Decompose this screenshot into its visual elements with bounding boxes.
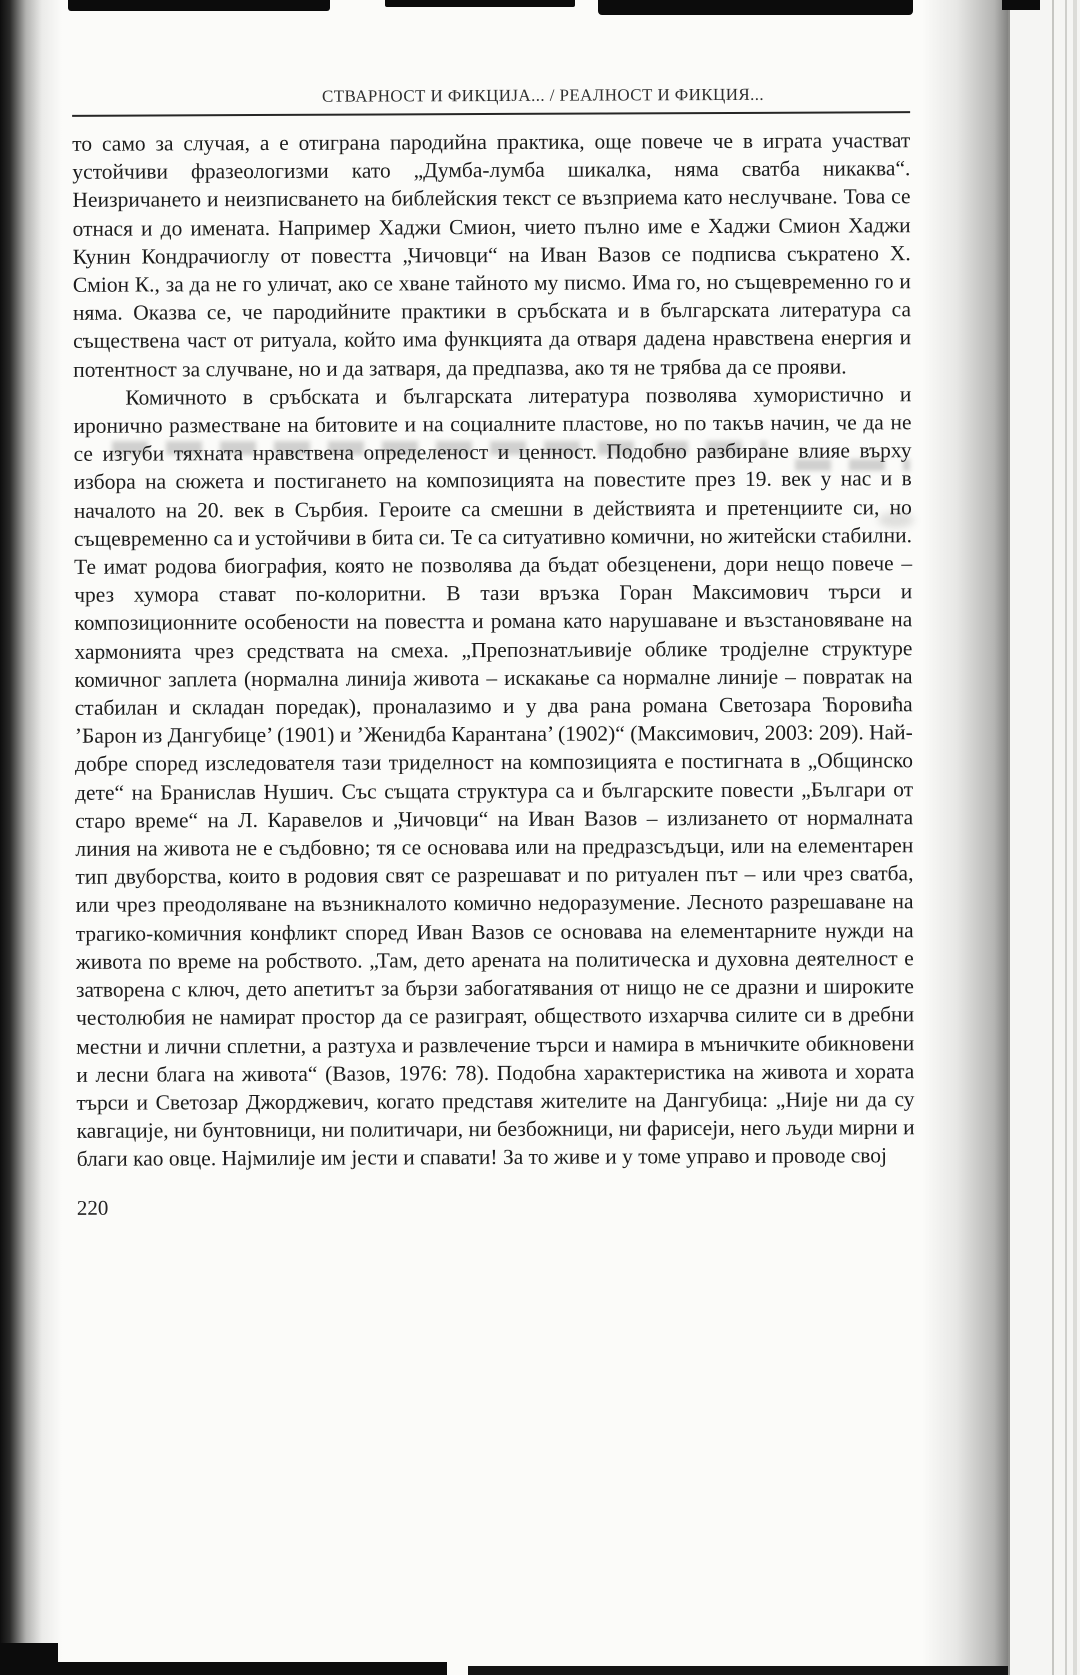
scan-artifact-top: [68, 0, 330, 11]
page-edge-line: [1065, 0, 1067, 1675]
page-edge-line: [1052, 0, 1054, 1675]
scan-artifact-top: [385, 0, 575, 7]
scan-artifact-top: [1002, 0, 1040, 10]
scan-artifact-bottom: [0, 1643, 58, 1675]
page-content: [72, 84, 915, 1220]
body-text: [72, 126, 915, 1173]
next-page-edge: [1008, 0, 1080, 1675]
scan-artifact-bottom: [468, 1666, 1008, 1675]
page-edge-line: [1073, 0, 1077, 1675]
running-header: СТВАРНОСТ И ФИКЦИЈА... / РЕАЛНОСТ И ФИКЦИЯ...: [321, 84, 765, 106]
page-curve-shadow: [922, 0, 1008, 1675]
book-gutter-shadow: [0, 0, 62, 1675]
page-number: 220: [76, 1195, 109, 1220]
page-edge-line: [1008, 0, 1010, 1675]
scan-artifact-bottom: [0, 1662, 447, 1675]
paragraph: Комичното в сръбската и българската литература позволява хумористично и иронично разместване на битовите и на социалните пластове, но по такъв начин, че да не се изгуби тяхната нравствена определеност и ценност. Подобно разбиране влияе върху избора на сюжета и постигането на композицията на повестите през 19. век у нас и в началото на 20. век в Сърбия. Героите са смешни в действията и претенциите си, но същевременно са и устойчиви в бита си. Те са ситуативно комични, но житейски стабилни. Те имат родова биография, която не позволява да бъдат обезценени, дори нещо повече – чрез хумора стават по-колоритни. В тази връзка Горан Максимович търси и композиционните особености на повестта и романа като нарушаване и възстановяване на хармонията чрез средствата на смеха. „Препознатљивије облике тродјелне структуре комичног заплета (нормална линија живота – искакање са нормалне линије – повратак на стабилан и складан поредак), проналазимо и у два рана романа Светозара Ћоровића ’Барон из Дангубице’ (1901) и ’Женидба Карантана’ (1902)“ (Максимович, 2003: 209). Най-добре според изследователя тази триделност на композицията е постигната в „Общинско дете“ на Бранислав Нушич. Със същата структура са и българските повести „Българи от старо време“ на Л. Каравелов и „Чичовци“ на Иван Вазов – излизането от нормалната линия на живота не е съдбовно; тя се основава или на предразсъдъци, или на елементарен тип двуборства, които в родовия свят се разрешават и по ритуален път – или чрез сватба, или чрез преодоляване на възникналото комично недоразумение. Лесното разрешаване на трагико-комичния конфликт според Иван Вазов се основава на елементарните нужди на живота по време на робството. „Там, дето арената на политическа и духовна деятелност е затворена с ключ, дето апетитът за бързи забогатявания от нищо не се дразни и широките честолюбия не намират простор да се разиграят, обществото изхарчва силите си в дребни местни и лични сплетни, а разтуха и развлечение търси и намира в мъничките обикновени и лесни блага на живота“ (Вазов, 1976: 78). Подобна характеристика на живота и хората търси и Светозар Джорджевич, когато представя жителите на Дангубица: „Није ни да су кавгације, ни бунтовници, ни политичари, ни безбожници, ни фарисеји, него људи мирни и благи као овце. Најмилије им јести и спавати! За то живе и у томе управо и проводе свој: [73, 381, 915, 1172]
paragraph: то само за случая, а е отиграна пародийна практика, още повече че в играта участват устойчиви фразеологизми като „Думба-лумба шикалка, няма сватба никаква“. Неизричането и неизписването на библейския текст се възприема като неслучване. Това се отнася и до имената. Например Хаджи Смион, чието пълно име е Хаджи Смион Хаджи Кунин Кондрачиоглу от повестта „Чичовци“ на Иван Вазов се подписва съкратено Х. Сміон К., за да не го уличат, ако се хване тайното му писмо. Има го, но същевременно го и няма. Оказва се, че пародийните практики в сръбската и в българската литература са съществена част от ритуала, който има функцията да отваря дадена нравствена енергия и потентност за случване, но и да затваря, да предпазва, ако тя не трябва да се прояви.: [72, 128, 912, 382]
scan-artifact-top: [598, 0, 913, 15]
